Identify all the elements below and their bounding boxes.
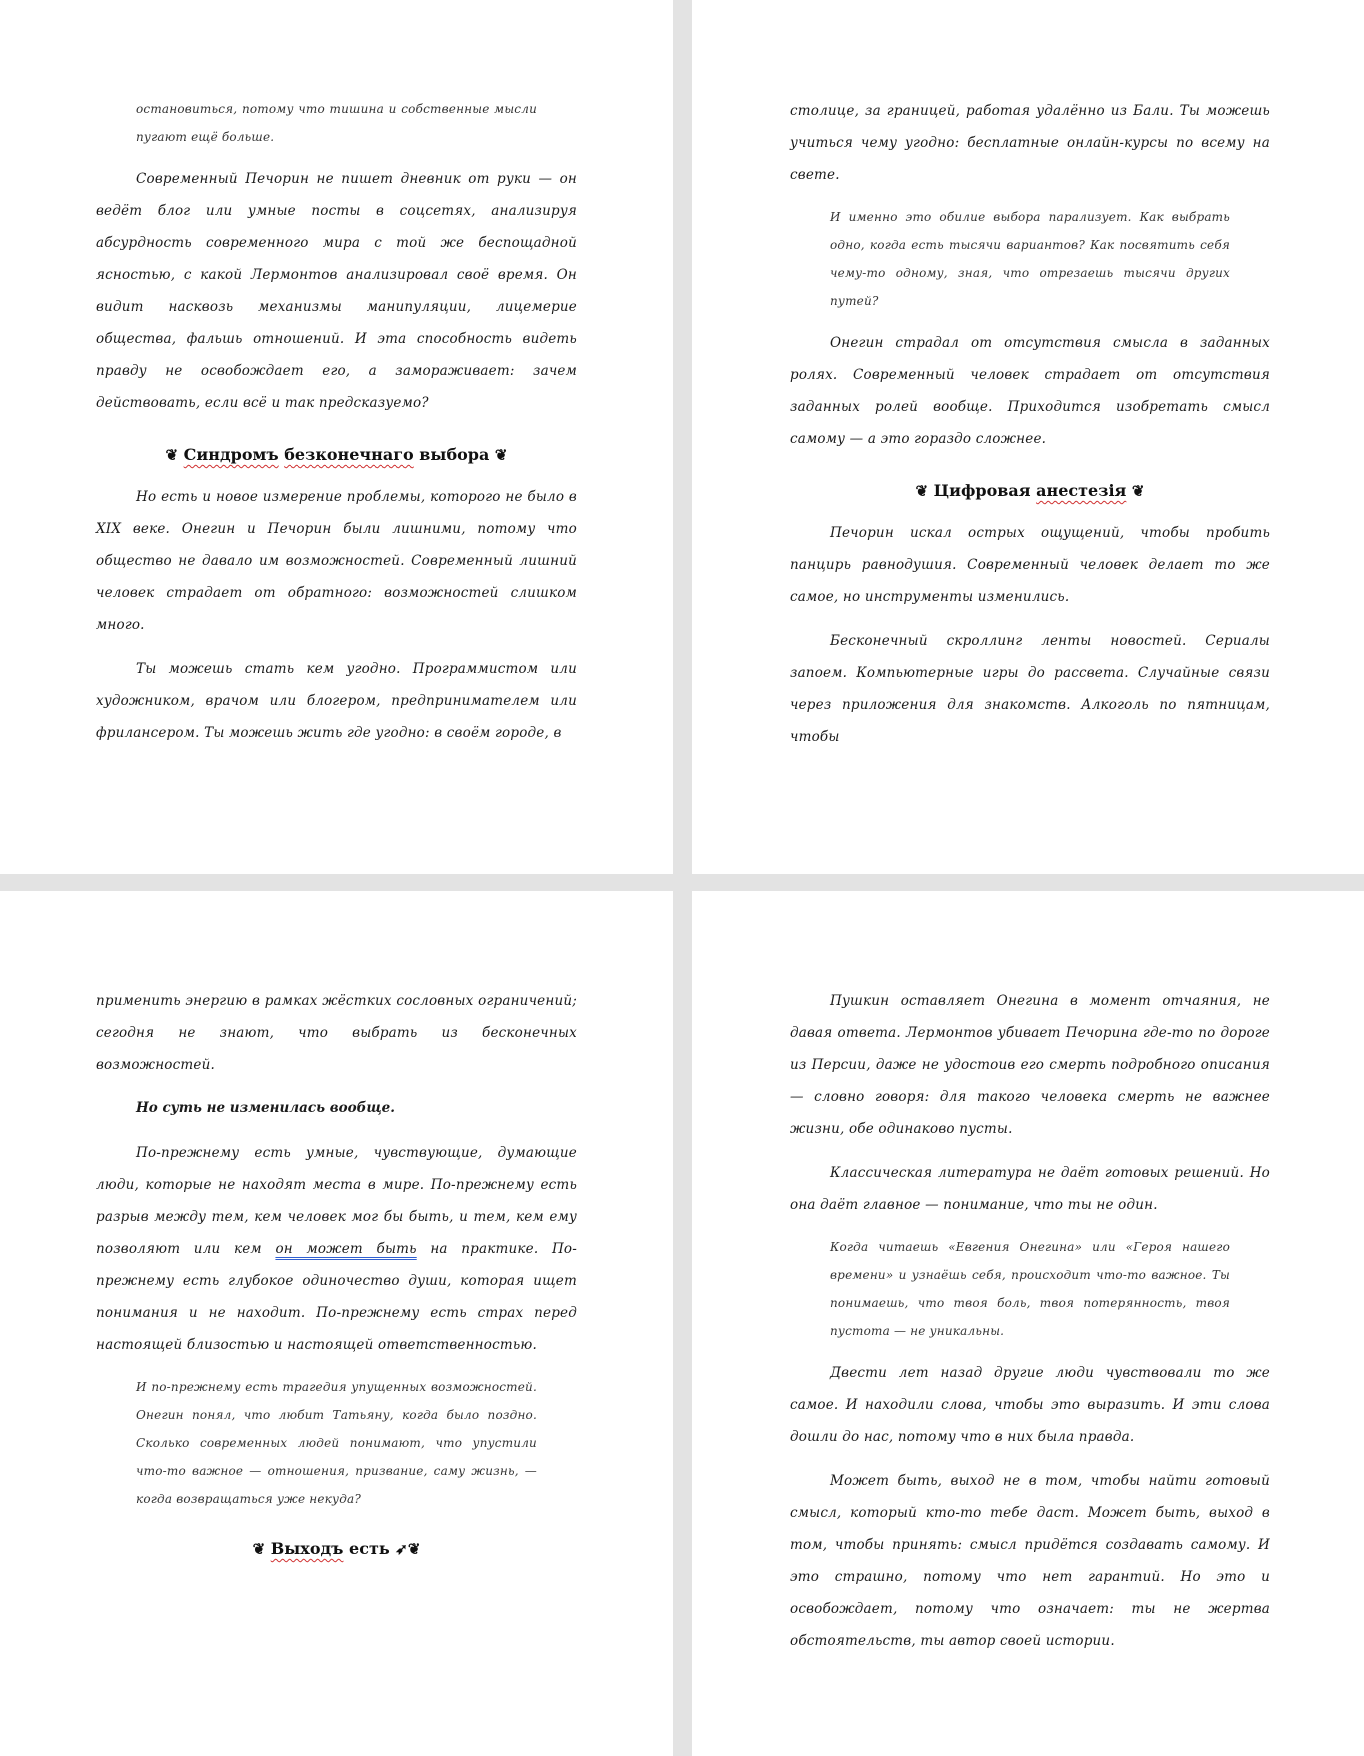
block-quote: Когда читаешь «Евгения Онегина» или «Героя нашего времени» и узнаёшь себя, происходит что-то важное. Ты понимаешь, что твоя боль, твоя потерянность, твоя пустота — не уникальны. <box>830 1240 1230 1338</box>
page-body <box>96 95 577 761</box>
document-page-2 <box>692 0 1364 874</box>
paragraph: применить энергию в рамках жёстких сословных ограничений; сегодня не знают, что выбрать из бесконечных возможностей. <box>96 993 577 1073</box>
paragraph: Пушкин оставляет Онегина в момент отчаяния, не давая ответа. Лермонтов убивает Печорина где-то по дороге из Персии, даже не удостоив его смерть подробного описания — словно говоря: для такого человека смерть не важнее жизни, обе одинаково пусты. <box>790 993 1270 1137</box>
block-quote: И по-прежнему есть трагедия упущенных возможностей. Онегин понял, что любит Татьяну, когда было поздно. Сколько современных людей понимают, что упустили что-то важное — отношения, призвание, саму жизнь, — когда возвращаться уже некуда? <box>136 1380 537 1506</box>
fleuron-icon: ❦ <box>1131 482 1145 500</box>
fleuron-icon: ❦ <box>915 482 929 500</box>
grammar-flag[interactable]: он может быть <box>275 1241 417 1257</box>
fleuron-icon: ➶❦ <box>395 1540 421 1558</box>
page-body <box>96 985 577 1575</box>
heading-word: Цифровая <box>933 481 1031 500</box>
paragraph-text: По-прежнему есть умные, чувствующие, думающие люди, которые не находят места в мире. По-прежнему есть разрыв между тем, кем человек мог бы быть, и тем, кем ему позволяют или кем <box>96 1145 577 1257</box>
heading-word: есть <box>349 1539 390 1558</box>
block-quote: И именно это обилие выбора парализует. Как выбрать одно, когда есть тысячи вариантов? Как посвятить себя чему-то одному, зная, что отрезаешь тысячи других путей? <box>830 210 1230 308</box>
section-heading <box>96 439 577 471</box>
heading-word: выбора <box>419 445 490 464</box>
page-body <box>790 95 1270 765</box>
paragraph-text: на практике. По-прежнему есть глубокое одиночество души, которая ищет понимания и не находит. По-прежнему есть страх перед настоящей близостью и настоящей ответственностью. <box>96 1241 578 1353</box>
paragraph: Классическая литература не даёт готовых решений. Но она даёт главное — понимание, что ты не один. <box>790 1165 1270 1213</box>
paragraph: Онегин страдал от отсутствия смысла в заданных ролях. Современный человек страдает от отсутствия заданных ролей вообще. Приходится изобретать смысл самому — а это гораздо сложнее. <box>790 335 1270 447</box>
document-page-3 <box>0 891 673 1756</box>
fleuron-icon: ❦ <box>494 446 508 464</box>
section-heading <box>96 1533 577 1565</box>
paragraph: Может быть, выход не в том, чтобы найти готовый смысл, который кто-то тебе даст. Может быть, выход в том, чтобы принять: смысл придётся создавать самому. И это страшно, потому что нет гарантий. Но это и освобождает, потому что означает: ты не жертва обстоятельств, ты автор своей истории. <box>790 1473 1270 1649</box>
heading-word-misspelled[interactable]: безконечнаго <box>284 445 414 464</box>
bold-statement: Но суть не изменилась вообще. <box>136 1100 395 1116</box>
fleuron-icon: ❦ <box>252 1540 266 1558</box>
block-quote: остановиться, потому что тишина и собственные мысли пугают ещё больше. <box>136 102 537 144</box>
heading-word-misspelled[interactable]: анестезія <box>1036 481 1127 500</box>
document-page-1 <box>0 0 673 874</box>
paragraph: Бесконечный скроллинг ленты новостей. Сериалы запоем. Компьютерные игры до рассвета. Случайные связи через приложения для знакомств. Алкоголь по пятницам, чтобы <box>790 633 1270 745</box>
paragraph: Современный Печорин не пишет дневник от руки — он ведёт блог или умные посты в соцсетях, анализируя абсурдность современного мира с той же беспощадной ясностью, с какой Лермонтов анализировал своё время. Он видит насквозь механизмы манипуляции, лицемерие общества, фальшь отношений. И эта способность видеть правду не освобождает его, а замораживает: зачем действовать, если всё и так предсказуемо? <box>96 171 577 411</box>
document-page-4 <box>692 891 1364 1756</box>
paragraph: Но есть и новое измерение проблемы, которого не было в XIX веке. Онегин и Печорин были лишними, потому что общество не давало им возможностей. Современный лишний человек страдает от обратного: возможностей слишком много. <box>96 489 577 633</box>
paragraph: Двести лет назад другие люди чувствовали то же самое. И находили слова, чтобы это выразить. И эти слова дошли до нас, потому что в них была правда. <box>790 1365 1270 1445</box>
page-body <box>790 985 1270 1669</box>
paragraph <box>96 1137 577 1361</box>
paragraph: Печорин искал острых ощущений, чтобы пробить панцирь равнодушия. Современный человек делает то же самое, но инструменты изменились. <box>790 525 1270 605</box>
paragraph: Ты можешь стать кем угодно. Программистом или художником, врачом или блогером, предпринимателем или фрилансером. Ты можешь жить где угодно: в своём городе, в <box>96 661 577 741</box>
fleuron-icon: ❦ <box>165 446 179 464</box>
heading-word-misspelled[interactable]: Синдромъ <box>183 445 279 464</box>
paragraph: столице, за границей, работая удалённо из Бали. Ты можешь учиться чему угодно: бесплатные онлайн-курсы по всему на свете. <box>790 103 1270 183</box>
section-heading <box>790 475 1270 507</box>
heading-word-misspelled[interactable]: Выходъ <box>270 1539 344 1558</box>
